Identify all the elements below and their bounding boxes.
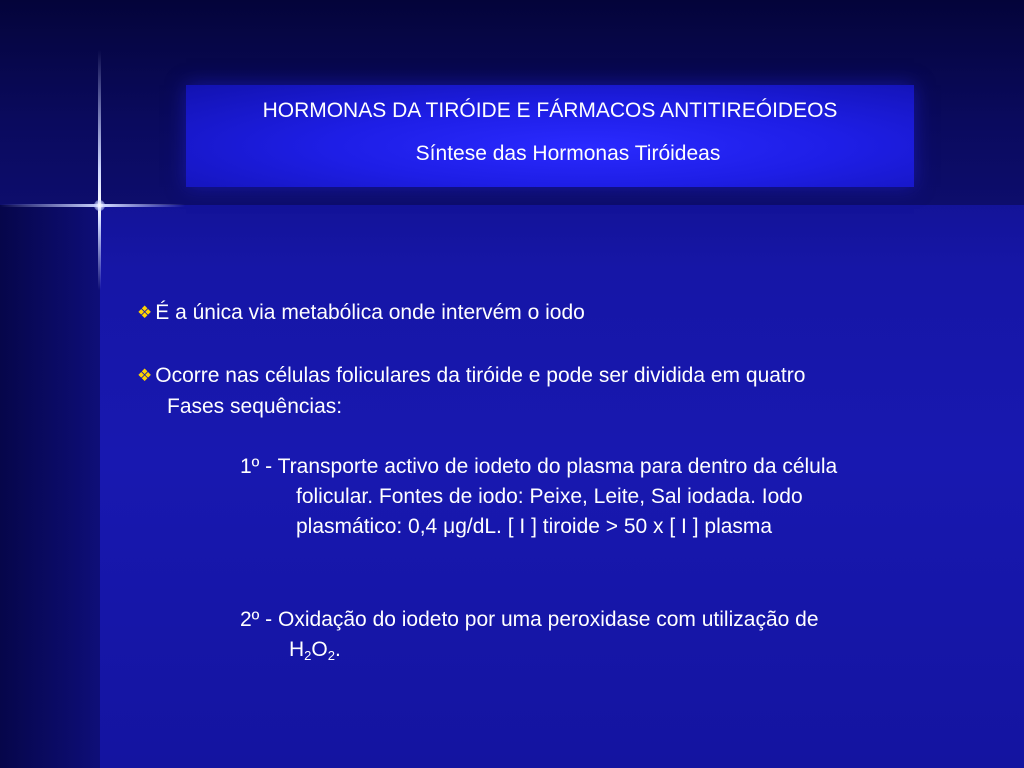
step-line3 — [240, 512, 980, 542]
formula-h: H — [289, 638, 305, 661]
step-line1: 2º - Oxidação do iodeto por uma peroxidase com utilização de — [240, 608, 819, 631]
step-line3-suffix: g/dL. [ I ] tiroide > 50 x [ I ] plasma — [455, 515, 773, 538]
bullet-text: É a única via metabólica onde intervém o iodo — [155, 301, 585, 324]
formula-o-sub: 2 — [327, 648, 335, 663]
diamond-bullet-icon: ❖ — [137, 366, 153, 385]
formula-end: . — [334, 638, 341, 661]
bullet-item — [137, 361, 977, 422]
chemical-formula — [240, 635, 980, 665]
bullet-text-line1: Ocorre nas células foliculares da tiróide e pode ser dividida em quatro — [155, 364, 806, 387]
star-flare-horizontal — [0, 204, 185, 207]
micro-symbol: μ — [443, 515, 456, 538]
slide-title: HORMONAS DA TIRÓIDE E FÁRMACOS ANTITIREÓIDEOS — [262, 99, 838, 122]
left-band — [0, 205, 100, 768]
bullet-text-line2: Fases sequências: — [167, 395, 343, 418]
bullet-item — [137, 298, 585, 329]
slide-subtitle: Síntese das Hormonas Tiróideas — [415, 142, 721, 165]
step-line3-prefix: plasmático: 0,4 — [296, 515, 444, 538]
step-item — [240, 605, 980, 665]
diamond-bullet-icon: ❖ — [137, 303, 153, 322]
step-line1: 1º - Transporte activo de iodeto do plasma para dentro da célula — [240, 455, 838, 478]
formula-h-sub: 2 — [304, 648, 312, 663]
step-line2: folicular. Fontes de iodo: Peixe, Leite, Sal iodada. Iodo — [296, 485, 803, 508]
step-item — [240, 452, 980, 542]
star-flare-icon — [94, 200, 105, 211]
formula-o: O — [311, 638, 328, 661]
star-flare-vertical — [98, 50, 101, 290]
